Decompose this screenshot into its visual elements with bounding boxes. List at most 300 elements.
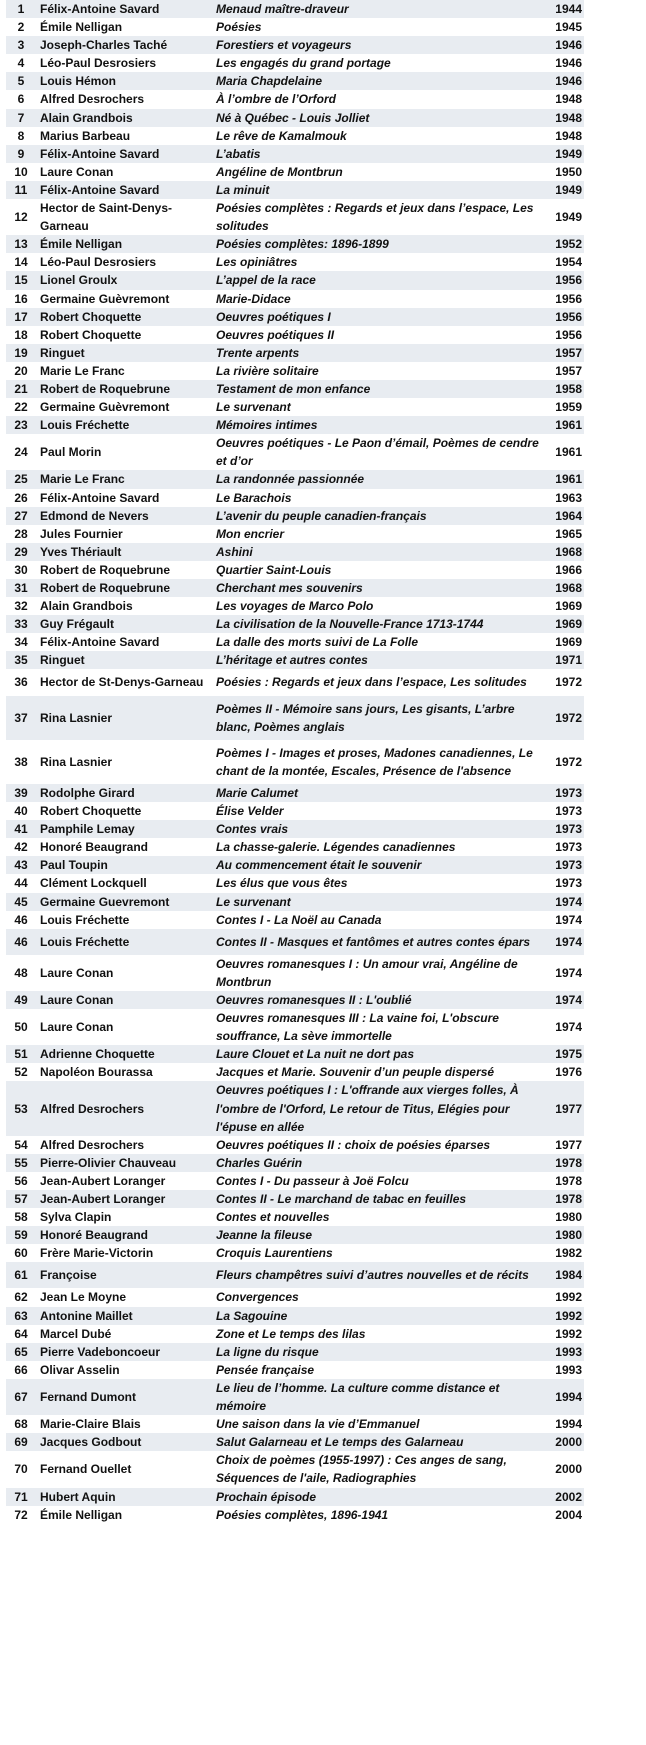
year-cell: 1949 — [542, 199, 584, 235]
row-number: 23 — [6, 416, 38, 434]
row-number: 30 — [6, 561, 38, 579]
author-cell: Honoré Beaugrand — [38, 1226, 214, 1244]
year-cell: 1949 — [542, 181, 584, 199]
author-cell: Louis Fréchette — [38, 416, 214, 434]
table-row — [6, 127, 584, 145]
row-number: 6 — [6, 90, 38, 108]
title-cell: Salut Galarneau et Le temps des Galarneau — [214, 1433, 542, 1451]
title-cell: Contes II - Masques et fantômes et autres contes épars — [214, 929, 542, 955]
author-cell: Marie Le Franc — [38, 470, 214, 488]
row-number: 16 — [6, 290, 38, 308]
author-cell: Pierre Vadeboncoeur — [38, 1343, 214, 1361]
table-row — [6, 253, 584, 271]
title-cell: La randonnée passionnée — [214, 470, 542, 488]
title-cell: Contes I - Du passeur à Joë Folcu — [214, 1172, 542, 1190]
year-cell: 1946 — [542, 36, 584, 54]
title-cell: Jacques et Marie. Souvenir d’un peuple dispersé — [214, 1063, 542, 1081]
row-number: 46 — [6, 911, 38, 929]
row-number: 14 — [6, 253, 38, 271]
table-row — [6, 18, 584, 36]
title-cell: Une saison dans la vie d’Emmanuel — [214, 1415, 542, 1433]
title-cell: Poèmes II - Mémoire sans jours, Les gisants, L’arbre blanc, Poèmes anglais — [214, 696, 542, 740]
row-number: 32 — [6, 597, 38, 615]
author-cell: Alfred Desrochers — [38, 1081, 214, 1135]
title-cell: La chasse-galerie. Légendes canadiennes — [214, 838, 542, 856]
year-cell: 1963 — [542, 489, 584, 507]
table-row — [6, 1433, 584, 1451]
table-row — [6, 109, 584, 127]
table-row — [6, 1081, 584, 1135]
table-row — [6, 784, 584, 802]
year-cell: 1948 — [542, 90, 584, 108]
table-row — [6, 1244, 584, 1262]
author-cell: Alain Grandbois — [38, 597, 214, 615]
table-row — [6, 1172, 584, 1190]
table-row — [6, 470, 584, 488]
title-cell: Prochain épisode — [214, 1488, 542, 1506]
row-number: 65 — [6, 1343, 38, 1361]
row-number: 4 — [6, 54, 38, 72]
title-cell: L’abatis — [214, 145, 542, 163]
author-cell: Jean Le Moyne — [38, 1288, 214, 1306]
row-number: 64 — [6, 1325, 38, 1343]
title-cell: Le Barachois — [214, 489, 542, 507]
year-cell: 1968 — [542, 543, 584, 561]
year-cell: 1957 — [542, 344, 584, 362]
row-number: 24 — [6, 434, 38, 470]
author-cell: Émile Nelligan — [38, 1506, 214, 1524]
row-number: 63 — [6, 1307, 38, 1325]
title-cell: Zone et Le temps des lilas — [214, 1325, 542, 1343]
author-cell: Fernand Dumont — [38, 1379, 214, 1415]
table-row — [6, 579, 584, 597]
year-cell: 1973 — [542, 820, 584, 838]
author-cell: Clément Lockquell — [38, 874, 214, 892]
year-cell: 1969 — [542, 597, 584, 615]
year-cell: 1977 — [542, 1136, 584, 1154]
author-cell: Robert de Roquebrune — [38, 561, 214, 579]
table-row — [6, 1379, 584, 1415]
row-number: 15 — [6, 271, 38, 289]
author-cell: Alfred Desrochers — [38, 90, 214, 108]
author-cell: Louis Fréchette — [38, 911, 214, 929]
year-cell: 1968 — [542, 579, 584, 597]
author-cell: Robert de Roquebrune — [38, 579, 214, 597]
year-cell: 1977 — [542, 1081, 584, 1135]
row-number: 13 — [6, 235, 38, 253]
table-row — [6, 1208, 584, 1226]
year-cell: 1961 — [542, 470, 584, 488]
table-row — [6, 1343, 584, 1361]
title-cell: La minuit — [214, 181, 542, 199]
author-cell: Fernand Ouellet — [38, 1451, 214, 1487]
year-cell: 1973 — [542, 856, 584, 874]
author-cell: Émile Nelligan — [38, 18, 214, 36]
author-cell: Jacques Godbout — [38, 1433, 214, 1451]
table-row — [6, 525, 584, 543]
author-cell: Lionel Groulx — [38, 271, 214, 289]
row-number: 1 — [6, 0, 38, 18]
year-cell: 1972 — [542, 740, 584, 784]
row-number: 62 — [6, 1288, 38, 1306]
row-number: 26 — [6, 489, 38, 507]
author-cell: Rodolphe Girard — [38, 784, 214, 802]
year-cell: 1982 — [542, 1244, 584, 1262]
title-cell: Le survenant — [214, 893, 542, 911]
row-number: 46 — [6, 929, 38, 955]
year-cell: 1965 — [542, 525, 584, 543]
author-cell: Marie Le Franc — [38, 362, 214, 380]
row-number: 56 — [6, 1172, 38, 1190]
title-cell: Choix de poèmes (1955-1997) : Ces anges de sang, Séquences de l'aile, Radiographies — [214, 1451, 542, 1487]
author-cell: Joseph-Charles Taché — [38, 36, 214, 54]
title-cell: Maria Chapdelaine — [214, 72, 542, 90]
year-cell: 1978 — [542, 1190, 584, 1208]
table-row — [6, 507, 584, 525]
table-row — [6, 326, 584, 344]
author-cell: Rina Lasnier — [38, 740, 214, 784]
table-row — [6, 72, 584, 90]
year-cell: 1969 — [542, 633, 584, 651]
row-number: 51 — [6, 1045, 38, 1063]
table-row — [6, 1136, 584, 1154]
author-cell: Alain Grandbois — [38, 109, 214, 127]
row-number: 66 — [6, 1361, 38, 1379]
table-row — [6, 1488, 584, 1506]
row-number: 22 — [6, 398, 38, 416]
table-row — [6, 929, 584, 955]
row-number: 19 — [6, 344, 38, 362]
table-row — [6, 856, 584, 874]
year-cell: 1956 — [542, 271, 584, 289]
year-cell: 1959 — [542, 398, 584, 416]
author-cell: Robert Choquette — [38, 802, 214, 820]
title-cell: Quartier Saint-Louis — [214, 561, 542, 579]
author-cell: Antonine Maillet — [38, 1307, 214, 1325]
table-row — [6, 633, 584, 651]
title-cell: Poésies — [214, 18, 542, 36]
title-cell: Poèmes I - Images et proses, Madones canadiennes, Le chant de la montée, Escales, Présence de l'absence — [214, 740, 542, 784]
year-cell: 1969 — [542, 615, 584, 633]
year-cell: 1956 — [542, 326, 584, 344]
year-cell: 1980 — [542, 1208, 584, 1226]
table-row — [6, 802, 584, 820]
year-cell: 1974 — [542, 991, 584, 1009]
row-number: 41 — [6, 820, 38, 838]
author-cell: Laure Conan — [38, 1009, 214, 1045]
row-number: 28 — [6, 525, 38, 543]
year-cell: 1964 — [542, 507, 584, 525]
year-cell: 1994 — [542, 1415, 584, 1433]
table-row — [6, 543, 584, 561]
table-row — [6, 145, 584, 163]
author-cell: Jean-Aubert Loranger — [38, 1172, 214, 1190]
row-number: 31 — [6, 579, 38, 597]
year-cell: 1954 — [542, 253, 584, 271]
row-number: 18 — [6, 326, 38, 344]
year-cell: 1972 — [542, 669, 584, 695]
table-row — [6, 199, 584, 235]
title-cell: Jeanne la fileuse — [214, 1226, 542, 1244]
author-cell: Robert de Roquebrune — [38, 380, 214, 398]
year-cell: 1973 — [542, 802, 584, 820]
year-cell: 1974 — [542, 929, 584, 955]
title-cell: Marie Calumet — [214, 784, 542, 802]
table-row — [6, 1009, 584, 1045]
row-number: 2 — [6, 18, 38, 36]
table-row — [6, 344, 584, 362]
year-cell: 1992 — [542, 1288, 584, 1306]
year-cell: 1973 — [542, 784, 584, 802]
title-cell: L’appel de la race — [214, 271, 542, 289]
row-number: 11 — [6, 181, 38, 199]
table-row — [6, 651, 584, 669]
title-cell: Les élus que vous êtes — [214, 874, 542, 892]
title-cell: Les voyages de Marco Polo — [214, 597, 542, 615]
author-cell: Honoré Beaugrand — [38, 838, 214, 856]
table-row — [6, 290, 584, 308]
row-number: 10 — [6, 163, 38, 181]
title-cell: Né à Québec - Louis Jolliet — [214, 109, 542, 127]
title-cell: La Sagouine — [214, 1307, 542, 1325]
row-number: 42 — [6, 838, 38, 856]
author-cell: Frère Marie-Victorin — [38, 1244, 214, 1262]
row-number: 52 — [6, 1063, 38, 1081]
title-cell: Le lieu de l’homme. La culture comme distance et mémoire — [214, 1379, 542, 1415]
author-cell: Félix-Antoine Savard — [38, 489, 214, 507]
year-cell: 1961 — [542, 434, 584, 470]
row-number: 9 — [6, 145, 38, 163]
title-cell: Trente arpents — [214, 344, 542, 362]
table-row — [6, 1307, 584, 1325]
title-cell: L’avenir du peuple canadien-français — [214, 507, 542, 525]
title-cell: Oeuvres romanesques III : La vaine foi, L'obscure souffrance, La sève immortelle — [214, 1009, 542, 1045]
table-row — [6, 416, 584, 434]
author-cell: Léo-Paul Desrosiers — [38, 54, 214, 72]
author-cell: Hubert Aquin — [38, 1488, 214, 1506]
table-row — [6, 1415, 584, 1433]
title-cell: Testament de mon enfance — [214, 380, 542, 398]
title-cell: Mon encrier — [214, 525, 542, 543]
author-cell: Alfred Desrochers — [38, 1136, 214, 1154]
year-cell: 1972 — [542, 696, 584, 740]
title-cell: Contes II - Le marchand de tabac en feuilles — [214, 1190, 542, 1208]
year-cell: 1952 — [542, 235, 584, 253]
year-cell: 2000 — [542, 1433, 584, 1451]
year-cell: 1950 — [542, 163, 584, 181]
row-number: 12 — [6, 199, 38, 235]
row-number: 71 — [6, 1488, 38, 1506]
table-row — [6, 740, 584, 784]
year-cell: 1993 — [542, 1361, 584, 1379]
title-cell: Pensée française — [214, 1361, 542, 1379]
year-cell: 1957 — [542, 362, 584, 380]
title-cell: Élise Velder — [214, 802, 542, 820]
title-cell: Laure Clouet et La nuit ne dort pas — [214, 1045, 542, 1063]
row-number: 61 — [6, 1262, 38, 1288]
table-row — [6, 1506, 584, 1524]
row-number: 72 — [6, 1506, 38, 1524]
table-row — [6, 838, 584, 856]
table-row — [6, 271, 584, 289]
row-number: 43 — [6, 856, 38, 874]
row-number: 27 — [6, 507, 38, 525]
title-cell: Oeuvres romanesques I : Un amour vrai, Angéline de Montbrun — [214, 955, 542, 991]
year-cell: 1956 — [542, 308, 584, 326]
title-cell: La civilisation de la Nouvelle-France 1713-1744 — [214, 615, 542, 633]
title-cell: Fleurs champêtres suivi d’autres nouvelles et de récits — [214, 1262, 542, 1288]
title-cell: Croquis Laurentiens — [214, 1244, 542, 1262]
year-cell: 1984 — [542, 1262, 584, 1288]
author-cell: Félix-Antoine Savard — [38, 0, 214, 18]
author-cell: Félix-Antoine Savard — [38, 181, 214, 199]
row-number: 3 — [6, 36, 38, 54]
year-cell: 1945 — [542, 18, 584, 36]
author-cell: Guy Frégault — [38, 615, 214, 633]
author-cell: Félix-Antoine Savard — [38, 633, 214, 651]
row-number: 7 — [6, 109, 38, 127]
year-cell: 1978 — [542, 1172, 584, 1190]
author-cell: Jean-Aubert Loranger — [38, 1190, 214, 1208]
row-number: 5 — [6, 72, 38, 90]
author-cell: Marie-Claire Blais — [38, 1415, 214, 1433]
row-number: 53 — [6, 1081, 38, 1135]
row-number: 44 — [6, 874, 38, 892]
row-number: 33 — [6, 615, 38, 633]
author-cell: Germaine Guevremont — [38, 893, 214, 911]
author-cell: Louis Fréchette — [38, 929, 214, 955]
row-number: 55 — [6, 1154, 38, 1172]
author-cell: Félix-Antoine Savard — [38, 145, 214, 163]
table-row — [6, 1154, 584, 1172]
row-number: 40 — [6, 802, 38, 820]
title-cell: Charles Guérin — [214, 1154, 542, 1172]
table-row — [6, 1451, 584, 1487]
year-cell: 1949 — [542, 145, 584, 163]
table-row — [6, 308, 584, 326]
table-row — [6, 1262, 584, 1288]
title-cell: Convergences — [214, 1288, 542, 1306]
table-row — [6, 696, 584, 740]
author-cell: Marius Barbeau — [38, 127, 214, 145]
row-number: 17 — [6, 308, 38, 326]
table-row — [6, 235, 584, 253]
table-row — [6, 669, 584, 695]
row-number: 37 — [6, 696, 38, 740]
table-row — [6, 1288, 584, 1306]
year-cell: 2000 — [542, 1451, 584, 1487]
book-list-table — [6, 0, 584, 1524]
title-cell: Au commencement était le souvenir — [214, 856, 542, 874]
title-cell: Ashini — [214, 543, 542, 561]
year-cell: 1975 — [542, 1045, 584, 1063]
author-cell: Sylva Clapin — [38, 1208, 214, 1226]
author-cell: Hector de St-Denys-Garneau — [38, 669, 214, 695]
table-row — [6, 1226, 584, 1244]
title-cell: Menaud maître-draveur — [214, 0, 542, 18]
table-row — [6, 597, 584, 615]
year-cell: 1973 — [542, 838, 584, 856]
year-cell: 1956 — [542, 290, 584, 308]
table-row — [6, 0, 584, 18]
author-cell: Pamphile Lemay — [38, 820, 214, 838]
year-cell: 2002 — [542, 1488, 584, 1506]
author-cell: Germaine Guèvremont — [38, 398, 214, 416]
table-row — [6, 874, 584, 892]
year-cell: 1944 — [542, 0, 584, 18]
table-row — [6, 54, 584, 72]
author-cell: Adrienne Choquette — [38, 1045, 214, 1063]
year-cell: 1973 — [542, 874, 584, 892]
title-cell: Oeuvres poétiques I — [214, 308, 542, 326]
table-row — [6, 434, 584, 470]
table-row — [6, 36, 584, 54]
title-cell: Les engagés du grand portage — [214, 54, 542, 72]
year-cell: 1961 — [542, 416, 584, 434]
table-row — [6, 1063, 584, 1081]
row-number: 60 — [6, 1244, 38, 1262]
year-cell: 2004 — [542, 1506, 584, 1524]
row-number: 59 — [6, 1226, 38, 1244]
year-cell: 1946 — [542, 72, 584, 90]
row-number: 20 — [6, 362, 38, 380]
table-row — [6, 561, 584, 579]
table-row — [6, 1325, 584, 1343]
row-number: 36 — [6, 669, 38, 695]
author-cell: Hector de Saint-Denys-Garneau — [38, 199, 214, 235]
author-cell: Edmond de Nevers — [38, 507, 214, 525]
table-row — [6, 893, 584, 911]
title-cell: Le survenant — [214, 398, 542, 416]
title-cell: Contes et nouvelles — [214, 1208, 542, 1226]
year-cell: 1974 — [542, 955, 584, 991]
author-cell: Ringuet — [38, 344, 214, 362]
title-cell: À l’ombre de l’Orford — [214, 90, 542, 108]
row-number: 8 — [6, 127, 38, 145]
row-number: 34 — [6, 633, 38, 651]
title-cell: Mémoires intimes — [214, 416, 542, 434]
table-row — [6, 1361, 584, 1379]
year-cell: 1966 — [542, 561, 584, 579]
title-cell: Poésies : Regards et jeux dans l’espace, Les solitudes — [214, 669, 542, 695]
table-row — [6, 991, 584, 1009]
title-cell: Poésies complètes: 1896-1899 — [214, 235, 542, 253]
author-cell: Émile Nelligan — [38, 235, 214, 253]
row-number: 70 — [6, 1451, 38, 1487]
author-cell: Yves Thériault — [38, 543, 214, 561]
year-cell: 1946 — [542, 54, 584, 72]
title-cell: Oeuvres poétiques I : L'offrande aux vierges folles, À l'ombre de l'Orford, Le retour de Titus, Elégies pour l'épuse en allée — [214, 1081, 542, 1135]
table-row — [6, 911, 584, 929]
author-cell: Rina Lasnier — [38, 696, 214, 740]
row-number: 38 — [6, 740, 38, 784]
author-cell: Jules Fournier — [38, 525, 214, 543]
row-number: 48 — [6, 955, 38, 991]
author-cell: Pierre-Olivier Chauveau — [38, 1154, 214, 1172]
row-number: 54 — [6, 1136, 38, 1154]
row-number: 57 — [6, 1190, 38, 1208]
year-cell: 1948 — [542, 127, 584, 145]
title-cell: Marie-Didace — [214, 290, 542, 308]
row-number: 49 — [6, 991, 38, 1009]
title-cell: La dalle des morts suivi de La Folle — [214, 633, 542, 651]
author-cell: Robert Choquette — [38, 308, 214, 326]
title-cell: Oeuvres poétiques - Le Paon d’émail, Poèmes de cendre et d’or — [214, 434, 542, 470]
row-number: 45 — [6, 893, 38, 911]
author-cell: Napoléon Bourassa — [38, 1063, 214, 1081]
table-row — [6, 380, 584, 398]
author-cell: Marcel Dubé — [38, 1325, 214, 1343]
